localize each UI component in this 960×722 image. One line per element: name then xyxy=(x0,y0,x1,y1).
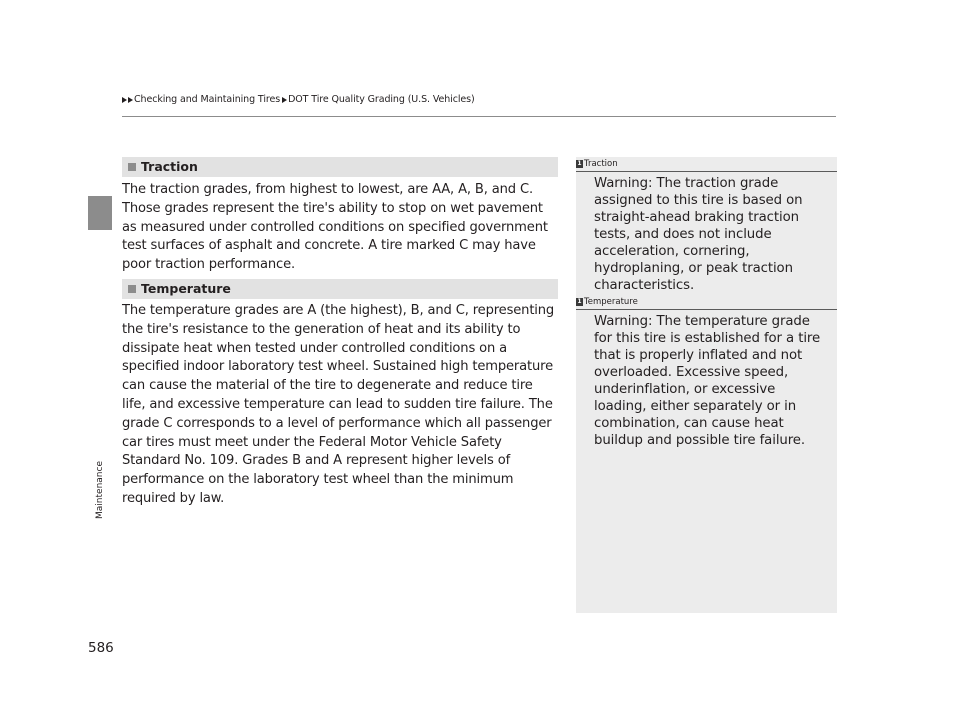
chapter-tab[interactable] xyxy=(88,196,112,230)
notes-sidebar xyxy=(576,157,837,613)
temperature-body xyxy=(122,302,558,509)
temperature-note-text: Warning: The temperature grade for this tire is established for a tire that is properly inflated and not overloaded. Excessive speed, underinflation, or excessive loading, either separately or in combination, can cause heat buildup and possible tire failure. xyxy=(594,314,821,448)
breadcrumb-arrow-icon xyxy=(282,97,287,103)
traction-note-title: Traction xyxy=(584,159,618,169)
temperature-paragraph: The temperature grades are A (the highest), B, and C, representing the tire's resistance to the generation of heat and its ability to dissipate heat when tested under controlled conditions on a specified indoor laboratory test wheel. Sustained high temperature can cause the material of the tire to degenerate and reduce tire life, and excessive temperature can lead to sudden tire failure. The grade C corresponds to a level of performance which all passenger car tires must meet under the Federal Motor Vehicle Safety Standard No. 109. Grades B and A represent higher levels of performance on the laboratory test wheel than the minimum required by law. xyxy=(122,303,555,506)
breadcrumb-arrow-icon xyxy=(128,97,133,103)
section-square-icon xyxy=(128,163,136,171)
traction-note xyxy=(576,157,837,294)
traction-heading xyxy=(122,157,558,177)
traction-note-header[interactable] xyxy=(576,157,837,172)
breadcrumb-arrow-icon xyxy=(122,97,127,103)
temperature-heading-text: Temperature xyxy=(141,281,231,296)
chapter-label-text: Maintenance xyxy=(95,461,105,519)
traction-note-text: Warning: The traction grade assigned to this tire is based on straight-ahead braking traction tests, and does not include acceleration, cornering, hydroplaning, or peak traction characteristics. xyxy=(594,176,803,293)
page-number: 586 xyxy=(88,640,114,656)
note-number-icon: 1 xyxy=(577,298,582,305)
traction-body xyxy=(122,181,558,275)
breadcrumb-item[interactable]: Checking and Maintaining Tires xyxy=(134,94,281,105)
traction-heading-text: Traction xyxy=(141,159,198,174)
traction-paragraph: The traction grades, from highest to lowest, are AA, A, B, and C. Those grades represent the tire's ability to stop on wet pavement as measured under controlled conditions on specified government test surfaces of asphalt and concrete. A tire marked C may have poor traction performance. xyxy=(122,182,548,273)
temperature-note xyxy=(576,295,837,449)
temperature-note-header[interactable] xyxy=(576,295,837,310)
chapter-label xyxy=(88,460,112,520)
header-divider xyxy=(122,116,836,117)
note-number-icon: 1 xyxy=(577,160,582,167)
breadcrumb xyxy=(122,94,475,105)
section-square-icon xyxy=(128,285,136,293)
breadcrumb-item[interactable]: DOT Tire Quality Grading (U.S. Vehicles) xyxy=(288,94,475,105)
temperature-note-title: Temperature xyxy=(584,297,638,307)
temperature-heading xyxy=(122,279,558,299)
